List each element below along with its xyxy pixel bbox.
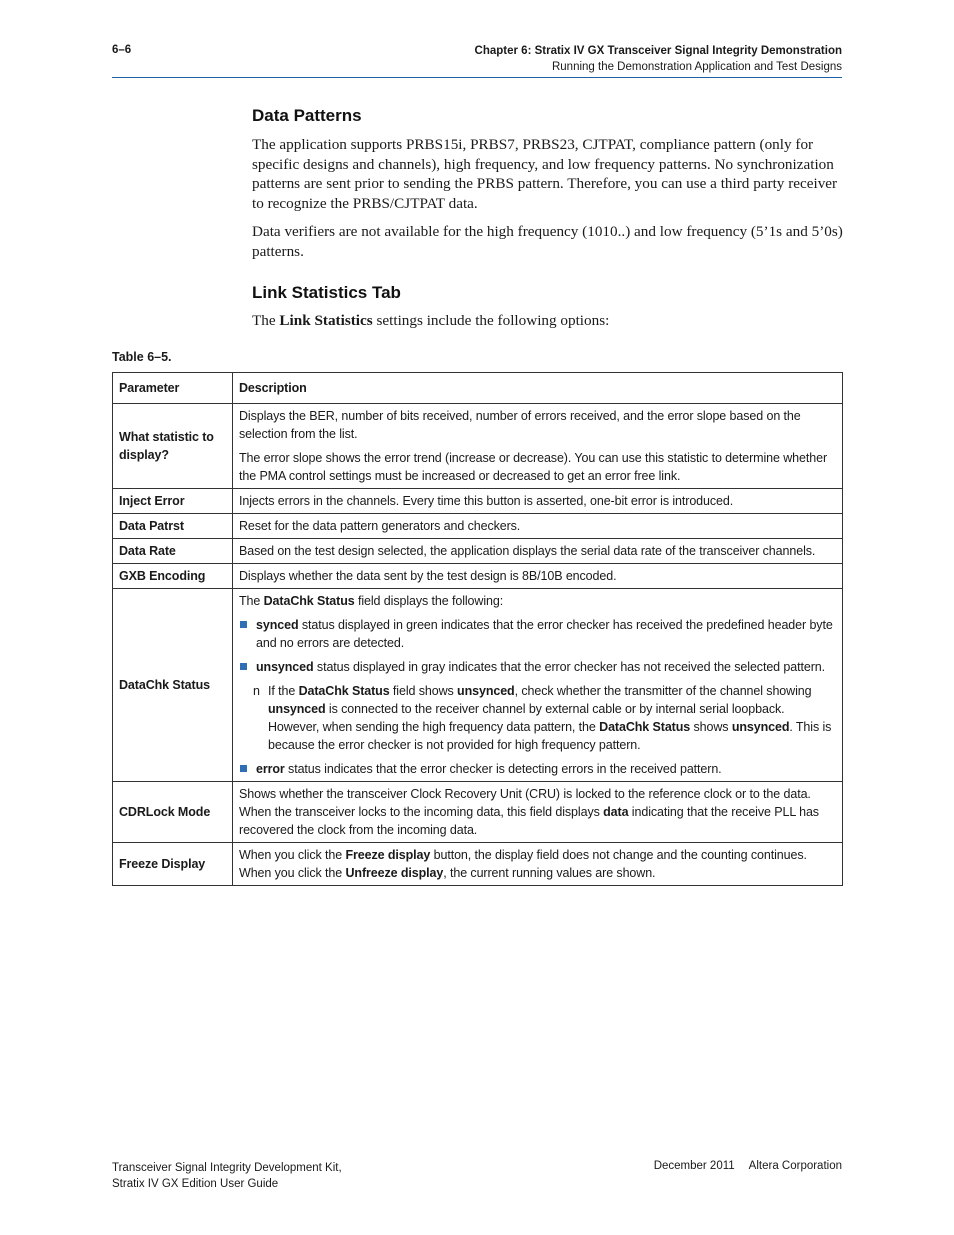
bullet-item-unsynced — [239, 658, 836, 676]
table-row — [113, 514, 843, 539]
parameters-table — [112, 372, 843, 886]
param-cell: GXB Encoding — [113, 564, 233, 589]
description-cell: Reset for the data pattern generators and checkers. — [233, 514, 843, 539]
bold-text: DataChk Status — [599, 720, 691, 734]
bold-text: unsynced — [268, 702, 326, 716]
text: . This is because the error checker is not provided for high frequency pattern. — [268, 720, 832, 752]
description-text: The error slope shows the error trend (increase or decrease). You can use this statistic to determine whether the PMA control settings must be increased or decreased to get an error free link. — [239, 451, 828, 483]
bullet-item-error — [239, 760, 836, 778]
bold-text: synced — [256, 618, 299, 632]
data-patterns-heading: Data Patterns — [252, 106, 362, 125]
header-rule — [112, 77, 842, 78]
footer-date: December 2011 — [653, 1160, 735, 1172]
column-header-parameter: Parameter — [113, 373, 233, 404]
text: , the current running values are shown. — [443, 866, 656, 880]
footer-title-line-1: Transceiver Signal Integrity Development Kit, — [112, 1162, 342, 1174]
bold-text: DataChk Status — [298, 684, 390, 698]
description-cell — [233, 843, 843, 886]
intro-text: The — [252, 312, 280, 329]
bold-text: unsynced — [256, 660, 314, 674]
param-cell: Data Patrst — [113, 514, 233, 539]
square-bullet-icon — [240, 765, 247, 772]
text: status displayed in gray indicates that the error checker has not received the selected pattern. — [313, 660, 825, 674]
intro-bold: Link Statistics — [279, 312, 373, 329]
description-cell — [233, 589, 843, 782]
param-cell: Inject Error — [113, 489, 233, 514]
text: indicating that the receive PLL has recovered the clock from the incoming data. — [239, 805, 819, 837]
section-title: Running the Demonstration Application and Test Designs — [551, 61, 842, 73]
param-cell: Freeze Display — [113, 843, 233, 886]
param-cell: What statistic to display? — [113, 404, 233, 489]
text: If the — [268, 684, 299, 698]
text: Shows whether the transceiver Clock Recovery Unit (CRU) is locked to the reference clock or to the data. When the transceiver locks to the incoming data, this field displays — [239, 787, 811, 819]
table-row — [113, 539, 843, 564]
text: When you click the — [239, 848, 346, 862]
link-statistics-heading: Link Statistics Tab — [252, 283, 401, 302]
datachk-intro — [239, 592, 836, 610]
chapter-title: Chapter 6: Stratix IV GX Transceiver Signal Integrity Demonstration — [474, 45, 842, 57]
text: , check whether the transmitter of the channel showing — [514, 684, 812, 698]
bold-text: Unfreeze display — [345, 866, 444, 880]
data-patterns-paragraph-2: Data verifiers are not available for the high frequency (1010..) and low frequency (5’1s and 5’0s) patterns. — [252, 223, 843, 260]
table-row — [113, 564, 843, 589]
note-item — [239, 682, 836, 754]
param-cell: DataChk Status — [113, 589, 233, 782]
running-header — [475, 43, 842, 75]
bold-text: unsynced — [731, 720, 790, 734]
column-header-description: Description — [233, 373, 843, 404]
footer-company: Altera Corporation — [748, 1160, 842, 1172]
square-bullet-icon — [240, 621, 247, 628]
table-row — [113, 404, 843, 489]
description-cell: Based on the test design selected, the application displays the serial data rate of the transceiver channels. — [233, 539, 843, 564]
table-row — [113, 589, 843, 782]
description-cell: Displays whether the data sent by the test design is 8B/10B encoded. — [233, 564, 843, 589]
bold-text: unsynced — [457, 684, 515, 698]
param-cell: Data Rate — [113, 539, 233, 564]
table-row — [113, 843, 843, 886]
text: The — [239, 594, 264, 608]
description-cell — [233, 404, 843, 489]
text: status displayed in green indicates that the error checker has received the predefined header byte and no errors are detected. — [256, 618, 833, 650]
footer-title-line-2: Stratix IV GX Edition User Guide — [112, 1178, 279, 1190]
link-statistics-intro — [252, 311, 844, 331]
footer-document-title — [112, 1160, 342, 1192]
footer-date-company — [654, 1160, 842, 1172]
text: status indicates that the error checker is detecting errors in the received pattern. — [284, 762, 722, 776]
intro-text-end: settings include the following options: — [372, 312, 610, 329]
table-row — [113, 489, 843, 514]
text: field displays the following: — [354, 594, 504, 608]
data-patterns-paragraph-1: The application supports PRBS15i, PRBS7, PRBS23, CJTPAT, compliance pattern (only for specific designs and channels), high frequency, and low frequency patterns. No synchronization patterns are sent prior to sending the PRBS pattern. Therefore, you can use a third party receiver to recognize the PRBS/CJTPAT data. — [252, 136, 838, 212]
description-cell — [233, 782, 843, 843]
bold-text: error — [256, 762, 285, 776]
note-marker: n — [253, 684, 260, 698]
text: is connected to the receiver channel by external cable or by internal serial loopback. However, when sending the high frequency data pattern, the — [268, 702, 785, 734]
table-row — [113, 782, 843, 843]
square-bullet-icon — [240, 663, 247, 670]
table-caption: Table 6–5. — [112, 350, 172, 364]
page-number: 6–6 — [112, 44, 132, 56]
param-cell: CDRLock Mode — [113, 782, 233, 843]
text: button, the display field does not change and the counting continues. When you click the — [239, 848, 807, 880]
text: shows — [690, 720, 732, 734]
bold-text: DataChk Status — [263, 594, 355, 608]
text: field shows — [389, 684, 458, 698]
description-text: Displays the BER, number of bits received, number of errors received, and the error slope based on the selection from the list. — [239, 409, 801, 441]
table-header-row — [113, 373, 843, 404]
description-cell: Injects errors in the channels. Every time this button is asserted, one-bit error is introduced. — [233, 489, 843, 514]
bold-text: Freeze display — [345, 848, 431, 862]
bullet-item-synced — [239, 616, 836, 652]
bold-text: data — [603, 805, 629, 819]
